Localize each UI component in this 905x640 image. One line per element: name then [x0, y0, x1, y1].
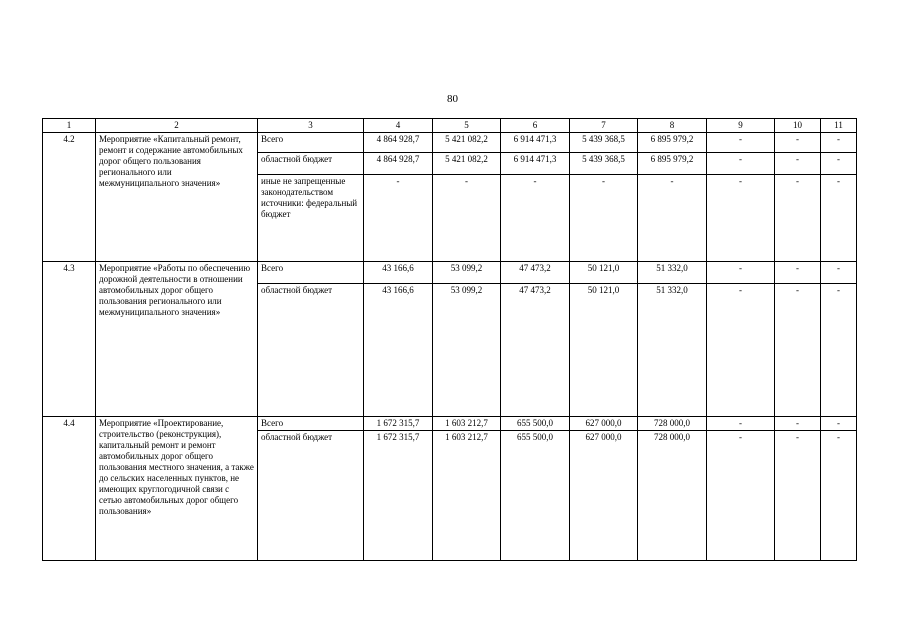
row-label: областной бюджет — [258, 284, 364, 417]
value-cell: 1 603 212,7 — [433, 417, 501, 431]
value-cell: 5 439 368,5 — [570, 133, 638, 153]
header-cell: 4 — [364, 119, 433, 133]
value-cell: - — [707, 431, 775, 561]
value-cell: 53 099,2 — [433, 262, 501, 284]
value-cell: 1 672 315,7 — [364, 431, 433, 561]
row-label: Всего — [258, 133, 364, 153]
table-row — [43, 417, 857, 431]
value-cell: - — [433, 175, 501, 262]
value-cell: 627 000,0 — [570, 431, 638, 561]
value-cell: 50 121,0 — [570, 284, 638, 417]
section-title: Мероприятие «Работы по обеспечению дорожной деятельности в отношении автомобильных дорог общего пользования регионального или межмуниципального значения» — [96, 262, 258, 417]
value-cell: 47 473,2 — [501, 262, 570, 284]
value-cell: 5 421 082,2 — [433, 133, 501, 153]
value-cell: 728 000,0 — [638, 431, 707, 561]
value-cell: 51 332,0 — [638, 284, 707, 417]
value-cell: - — [775, 153, 821, 175]
value-cell: 728 000,0 — [638, 417, 707, 431]
value-cell: 655 500,0 — [501, 431, 570, 561]
value-cell: 5 439 368,5 — [570, 153, 638, 175]
header-cell: 6 — [501, 119, 570, 133]
value-cell: - — [775, 431, 821, 561]
value-cell: 51 332,0 — [638, 262, 707, 284]
value-cell: 43 166,6 — [364, 262, 433, 284]
value-cell: - — [775, 284, 821, 417]
value-cell: - — [775, 175, 821, 262]
value-cell: - — [707, 417, 775, 431]
header-row — [43, 119, 857, 133]
value-cell: - — [821, 153, 857, 175]
header-cell: 3 — [258, 119, 364, 133]
value-cell: 43 166,6 — [364, 284, 433, 417]
value-cell: 6 914 471,3 — [501, 153, 570, 175]
table-row — [43, 133, 857, 153]
value-cell: 1 603 212,7 — [433, 431, 501, 561]
budget-table — [42, 118, 857, 561]
value-cell: 1 672 315,7 — [364, 417, 433, 431]
value-cell: - — [707, 153, 775, 175]
value-cell: 6 895 979,2 — [638, 153, 707, 175]
value-cell: - — [707, 284, 775, 417]
header-cell: 11 — [821, 119, 857, 133]
value-cell: 4 864 928,7 — [364, 153, 433, 175]
value-cell: - — [638, 175, 707, 262]
row-label: иные не запрещенные законодательством источники: федеральный бюджет — [258, 175, 364, 262]
value-cell: - — [707, 175, 775, 262]
value-cell: 47 473,2 — [501, 284, 570, 417]
value-cell: 655 500,0 — [501, 417, 570, 431]
section-title: Мероприятие «Капитальный ремонт, ремонт и содержание автомобильных дорог общего пользования регионального или межмуниципального значения» — [96, 133, 258, 262]
row-label: областной бюджет — [258, 431, 364, 561]
value-cell: - — [821, 284, 857, 417]
value-cell: 6 895 979,2 — [638, 133, 707, 153]
value-cell: - — [501, 175, 570, 262]
row-label: Всего — [258, 417, 364, 431]
value-cell: - — [821, 262, 857, 284]
value-cell: - — [821, 133, 857, 153]
header-cell: 7 — [570, 119, 638, 133]
value-cell: - — [775, 417, 821, 431]
value-cell: - — [775, 262, 821, 284]
table-row — [43, 262, 857, 284]
header-cell: 10 — [775, 119, 821, 133]
value-cell: 5 421 082,2 — [433, 153, 501, 175]
section-code: 4.4 — [43, 417, 96, 561]
page-number: 80 — [447, 93, 458, 105]
header-cell: 5 — [433, 119, 501, 133]
header-cell: 8 — [638, 119, 707, 133]
value-cell: - — [775, 133, 821, 153]
header-cell: 1 — [43, 119, 96, 133]
value-cell: 627 000,0 — [570, 417, 638, 431]
value-cell: - — [570, 175, 638, 262]
value-cell: - — [821, 417, 857, 431]
header-cell: 2 — [96, 119, 258, 133]
section-code: 4.2 — [43, 133, 96, 262]
value-cell: - — [707, 133, 775, 153]
row-label: Всего — [258, 262, 364, 284]
header-cell: 9 — [707, 119, 775, 133]
section-title: Мероприятие «Проектирование, строительство (реконструкция), капитальный ремонт и ремонт автомобильных дорог общего пользования местного значения, а также до сельских населенных пунктов, не имеющих круглогодичной связи с сетью автомобильных дорог общего пользования» — [96, 417, 258, 561]
value-cell: - — [707, 262, 775, 284]
value-cell: 53 099,2 — [433, 284, 501, 417]
value-cell: - — [364, 175, 433, 262]
value-cell: - — [821, 431, 857, 561]
section-code: 4.3 — [43, 262, 96, 417]
value-cell: 50 121,0 — [570, 262, 638, 284]
row-label: областной бюджет — [258, 153, 364, 175]
value-cell: - — [821, 175, 857, 262]
value-cell: 4 864 928,7 — [364, 133, 433, 153]
value-cell: 6 914 471,3 — [501, 133, 570, 153]
